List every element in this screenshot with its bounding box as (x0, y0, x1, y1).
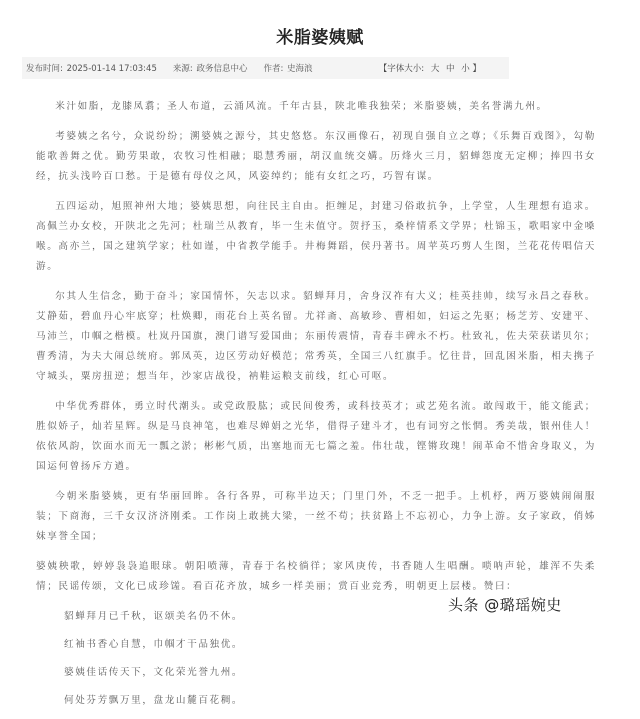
font-size-close-bracket: 】 (472, 64, 481, 74)
publish-time-label: 发布时间: (26, 64, 63, 74)
source-label: 来源: (172, 64, 193, 74)
poem-line-3: 婆姨佳话传天下，文化荣光誉九州。 (64, 667, 244, 678)
source (173, 62, 248, 74)
paragraph-6: 今朝米脂婆姨，更有华丽回眸。各行各界，可称半边天；门里门外，不乏一把手。上机杼，两万婆姨闹闹服装；下商海，三千女汉济济刚柔。工作岗上敢挑大梁，一丝不苟；扶贫路上不忘初心，力争上游。女子家政，俏姊妹享誉全国； (36, 491, 596, 542)
source-value: 政务信息中心 (196, 64, 248, 74)
font-size-control (379, 62, 481, 74)
author (263, 62, 312, 74)
author-value: 史海浪 (287, 64, 313, 74)
publish-time-value: 2025-01-14 17:03:45 (66, 64, 157, 74)
watermark: 头条 @璐瑶婉史 (448, 596, 562, 614)
font-size-medium-button[interactable]: 中 (446, 64, 455, 74)
poem (36, 607, 596, 719)
poem-line-1: 貂蝉拜月已千秋，讴颂美名仍不休。 (64, 611, 244, 622)
font-size-label: 【字体大小: (378, 64, 425, 74)
article-meta-bar (22, 57, 509, 79)
paragraph-1: 米汁如脂，龙膝凤翥；圣人布道，云涌风流。千年古县，陕北唯我独荣；米脂婆姨，美名誉满九州。 (55, 101, 548, 112)
font-size-large-button[interactable]: 大 (430, 64, 440, 74)
poem-line-4: 何处芬芳飘万里，盘龙山麓百花稠。 (64, 695, 244, 706)
article-body (36, 97, 596, 719)
author-label: 作者: (263, 64, 284, 74)
paragraph-7: 婆姨秧歌，婷婷袅袅追眼球。朝阳喷薄，青春于名校徜徉；家风庚传，书香随人生唱酬。唢呐声轮，雄浑不失柔情；民谣传颂，文化已成珍馐。看百花齐放，城乡一样美丽；赏百业竞秀，明朝更上层楼。赞曰： (36, 561, 596, 592)
poem-line-2: 红袖书香心自慧，巾帼才干品独优。 (64, 639, 244, 650)
paragraph-3: 五四运动，旭照神州大地；婆姨思想，向往民主自由。拒缠足，封建习俗敢抗争，上学堂，人生理想有追求。高佩兰办女校，开陕北之先河；杜瑞兰从教育，毕一生未值守。贺抒玉，桑梓情系文学界；杜锦玉，歌唱家中金嗓喉。高亦兰，国之建筑学家；杜如谨，中省教学能手。井梅舞蹈，侯丹著书。周苹英巧剪人生图，兰花花传唱信天游。 (36, 201, 596, 272)
paragraph-4: 尔其人生信念，勤于奋斗；家国情怀，矢志以求。貂蝉拜月，舍身汉祚有大义；桂英挂帅，续写永昌之春秋。艾静茹，碧血丹心牢底穿；杜焕卿，雨花台上英名留。尤祥斋、高敏珍、曹相如，妇运之先驱；杨芝芳、安建平、马沛兰，巾帼之楷模。杜岚丹国旗，澳门谱写爱国曲；东丽传震情，青春丰碑永不朽。杜致礼，佐夫荣获诺贝尔；曹秀清，为夫大闹总统府。郭凤英，边区劳动好模范；常秀英，全国三八红旗手。忆往昔，回乱困米脂，相夫携子守城头，粟房扭逆；想当年，沙家店战役，衲鞋运粮支前线，红心可呕。 (36, 291, 596, 382)
paragraph-5: 中华优秀群体，勇立时代潮头。或党政股肱；或民间俊秀，或科技英才；或艺苑名流。敢闯敢干，能文能武；胜似娇子，灿若星辉。纵是马良神笔，也难尽婵娟之光华，借得子建斗才，也有词穷之怅惘。秀美哉，银州佳人！依依风韵，饮面水而无一瓢之淤；彬彬气质，出塞地而无七篇之羞。伟壮哉，铿锵玫瑰！闹革命不惜舍身取义，为国运何曾扬斥方遒。 (36, 401, 596, 472)
publish-time (26, 62, 157, 74)
page-title: 米脂婆姨赋 (276, 28, 364, 49)
paragraph-2: 考婆姨之名兮，众说纷纷；溯婆姨之源兮，其史悠悠。东汉画像石，初现自强自立之尊；《乐舞百戏图》，勾勒能歌善舞之优。勤劳果敢，农牧习性相融；聪慧秀丽，胡汉血统交媾。历烽火三月，貂蝉怨度无定柳；捧四书女经，抗头浅吟百口愁。于是德有母仪之风，风姿绰约；能有女红之巧，巧智有谋。 (36, 131, 596, 182)
font-size-small-button[interactable]: 小 (461, 64, 470, 74)
